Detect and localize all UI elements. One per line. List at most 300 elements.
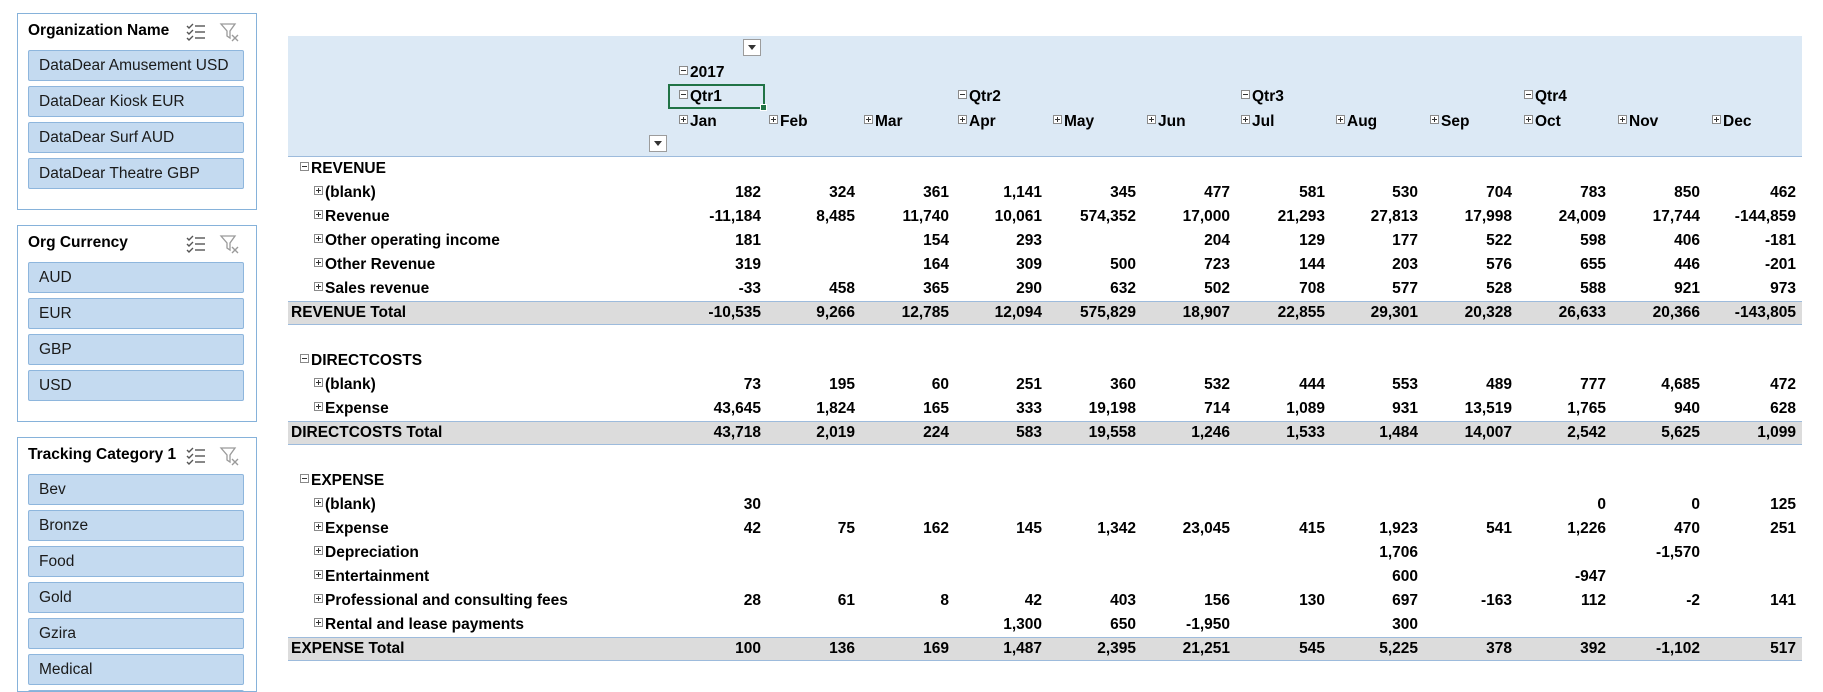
value-cell[interactable]: 541 (1486, 520, 1512, 537)
expand-icon[interactable] (314, 594, 323, 603)
value-cell[interactable]: 361 (923, 184, 949, 201)
expand-icon[interactable] (314, 186, 323, 195)
value-cell[interactable]: 43,645 (713, 400, 761, 417)
value-cell[interactable]: 154 (923, 232, 949, 249)
row-label[interactable] (314, 615, 524, 635)
collapse-icon[interactable] (300, 474, 309, 483)
value-cell[interactable]: 203 (1392, 256, 1418, 273)
value-cell[interactable]: 0 (1597, 496, 1606, 513)
total-value-cell[interactable]: 22,855 (1277, 304, 1325, 321)
slicer-item[interactable]: Bev (28, 474, 244, 505)
slicer-item[interactable]: GBP (28, 334, 244, 365)
value-cell[interactable]: 19,198 (1088, 400, 1136, 417)
value-cell[interactable]: 129 (1299, 232, 1325, 249)
total-value-cell[interactable]: 392 (1580, 640, 1606, 657)
value-cell[interactable]: 403 (1110, 592, 1136, 609)
total-value-cell[interactable]: 136 (829, 640, 855, 657)
value-cell[interactable]: 576 (1486, 256, 1512, 273)
value-cell[interactable]: 195 (829, 376, 855, 393)
value-cell[interactable]: 500 (1110, 256, 1136, 273)
row-label-text: Expense (325, 520, 389, 537)
month-header[interactable] (1712, 113, 1751, 131)
value-cell[interactable]: 42 (743, 520, 761, 537)
collapse-icon[interactable] (300, 354, 309, 363)
value-cell[interactable]: 1,089 (1286, 400, 1325, 417)
value-cell[interactable]: 1,923 (1379, 520, 1418, 537)
value-cell[interactable]: 1,141 (1003, 184, 1042, 201)
collapse-icon[interactable] (958, 90, 967, 99)
value-cell[interactable]: 489 (1486, 376, 1512, 393)
value-cell[interactable]: 309 (1016, 256, 1042, 273)
expand-icon[interactable] (679, 115, 688, 124)
row-label[interactable] (314, 567, 429, 587)
multi-select-icon[interactable] (185, 21, 207, 43)
total-value-cell[interactable]: 29,301 (1370, 304, 1418, 321)
expand-icon[interactable] (314, 522, 323, 531)
slicer-tracking-category-1 (17, 437, 257, 692)
month-label: Feb (780, 113, 808, 130)
slicer-item[interactable]: Food (28, 546, 244, 577)
month-label: Nov (1629, 113, 1659, 130)
section-header-row (288, 469, 1802, 493)
slicer-item[interactable]: Gzira (28, 618, 244, 649)
expand-icon[interactable] (769, 115, 778, 124)
slicer-item[interactable]: Medical (28, 654, 244, 685)
slicer-organization-name (17, 13, 257, 210)
total-value-cell[interactable]: 1,533 (1286, 424, 1325, 441)
table-row (288, 205, 1802, 229)
value-cell[interactable]: 145 (1016, 520, 1042, 537)
value-cell[interactable]: 141 (1770, 592, 1796, 609)
value-cell[interactable]: 17,744 (1652, 208, 1700, 225)
quarter-label: Qtr4 (1535, 88, 1567, 105)
month-header[interactable] (1336, 113, 1377, 131)
slicer-item[interactable]: DataDear Amusement USD (28, 50, 244, 81)
value-cell[interactable]: 365 (923, 280, 949, 297)
value-cell[interactable]: 293 (1016, 232, 1042, 249)
expand-icon[interactable] (314, 378, 323, 387)
value-cell[interactable]: 182 (735, 184, 761, 201)
section-label[interactable] (300, 471, 384, 491)
value-cell[interactable]: -33 (738, 280, 761, 297)
quarter-label: Qtr2 (969, 88, 1001, 105)
value-cell[interactable]: 655 (1580, 256, 1606, 273)
value-cell[interactable]: 324 (829, 184, 855, 201)
collapse-icon[interactable] (300, 162, 309, 171)
value-cell[interactable]: 28 (743, 592, 761, 609)
total-value-cell[interactable]: 20,366 (1652, 304, 1700, 321)
value-cell[interactable]: 628 (1770, 400, 1796, 417)
total-value-cell[interactable]: 20,328 (1464, 304, 1512, 321)
row-label[interactable] (314, 399, 389, 419)
row-label-text: (blank) (325, 496, 376, 513)
value-cell[interactable]: 532 (1204, 376, 1230, 393)
row-label[interactable] (314, 519, 389, 539)
total-value-cell[interactable]: 1,484 (1379, 424, 1418, 441)
total-label[interactable]: DIRECTCOSTS Total (291, 424, 443, 441)
slicer-item[interactable]: DataDear Theatre GBP (28, 158, 244, 189)
total-value-cell[interactable]: 517 (1770, 640, 1796, 657)
month-header[interactable] (958, 113, 996, 131)
value-cell[interactable]: 27,813 (1370, 208, 1418, 225)
total-value-cell[interactable]: 575,829 (1079, 304, 1136, 321)
value-cell[interactable]: 1,342 (1097, 520, 1136, 537)
value-cell[interactable]: 462 (1770, 184, 1796, 201)
value-cell[interactable]: 1,824 (816, 400, 855, 417)
total-value-cell[interactable]: 9,266 (816, 304, 855, 321)
section-name: DIRECTCOSTS (311, 352, 423, 369)
table-row (288, 565, 1802, 589)
value-cell[interactable]: 4,685 (1661, 376, 1700, 393)
table-row (288, 589, 1802, 613)
value-cell[interactable]: 24,009 (1558, 208, 1606, 225)
slicer-item[interactable]: EUR (28, 298, 244, 329)
value-cell[interactable]: -1,570 (1656, 544, 1700, 561)
value-cell[interactable]: 130 (1299, 592, 1325, 609)
value-cell[interactable]: 632 (1110, 280, 1136, 297)
value-cell[interactable]: -1,950 (1186, 616, 1230, 633)
expand-icon[interactable] (314, 546, 323, 555)
value-cell[interactable]: 181 (735, 232, 761, 249)
value-cell[interactable]: 446 (1674, 256, 1700, 273)
total-value-cell[interactable]: 5,225 (1379, 640, 1418, 657)
total-value-cell[interactable]: -143,805 (1734, 304, 1796, 321)
total-value-cell[interactable]: 14,007 (1464, 424, 1512, 441)
value-cell[interactable]: 360 (1110, 376, 1136, 393)
slicer-item[interactable]: USD (28, 370, 244, 401)
clear-filter-icon[interactable] (219, 233, 241, 255)
row-label[interactable] (314, 207, 390, 227)
table-row (288, 277, 1802, 301)
value-cell[interactable]: 60 (931, 376, 949, 393)
total-value-cell[interactable]: 378 (1486, 640, 1512, 657)
expand-icon[interactable] (1524, 115, 1533, 124)
table-row (288, 229, 1802, 253)
slicer-item[interactable]: DataDear Kiosk EUR (28, 86, 244, 117)
value-cell[interactable]: 156 (1204, 592, 1230, 609)
total-value-cell[interactable]: 26,633 (1558, 304, 1606, 321)
value-cell[interactable]: 477 (1204, 184, 1230, 201)
year-header[interactable] (679, 64, 724, 82)
value-cell[interactable]: -947 (1574, 568, 1606, 585)
month-header[interactable] (1430, 113, 1469, 131)
value-cell[interactable]: 931 (1392, 400, 1418, 417)
row-label-text: Entertainment (325, 568, 430, 585)
value-cell[interactable]: 528 (1486, 280, 1512, 297)
row-label[interactable] (314, 543, 419, 563)
value-cell[interactable]: 11,740 (902, 208, 949, 225)
value-cell[interactable]: 600 (1392, 568, 1418, 585)
value-cell[interactable]: 251 (1770, 520, 1796, 537)
total-row (288, 301, 1802, 325)
total-label[interactable]: REVENUE Total (291, 304, 407, 321)
total-value-cell[interactable]: 1,487 (1003, 640, 1042, 657)
value-cell[interactable]: 21,293 (1277, 208, 1325, 225)
expand-icon[interactable] (1147, 115, 1156, 124)
month-label: Apr (969, 113, 996, 130)
value-cell[interactable]: 973 (1770, 280, 1796, 297)
pivot-column-header-area (288, 36, 1802, 157)
total-row (288, 421, 1802, 445)
table-row (288, 181, 1802, 205)
row-label-text: Expense (325, 400, 389, 417)
expand-icon[interactable] (314, 210, 323, 219)
row-labels-dropdown[interactable] (649, 135, 667, 152)
value-cell[interactable]: -11,184 (709, 208, 761, 225)
row-label[interactable] (314, 495, 376, 515)
value-cell[interactable]: 704 (1486, 184, 1512, 201)
value-cell[interactable]: 1,300 (1003, 616, 1042, 633)
expand-icon[interactable] (314, 402, 323, 411)
value-cell[interactable]: 650 (1110, 616, 1136, 633)
total-value-cell[interactable]: 100 (735, 640, 761, 657)
value-cell[interactable]: 125 (1770, 496, 1796, 513)
value-cell[interactable]: 73 (743, 376, 761, 393)
slicer-title: Org Currency (28, 234, 128, 251)
value-cell[interactable]: 470 (1674, 520, 1700, 537)
section-header-row (288, 349, 1802, 373)
value-cell[interactable]: 23,045 (1182, 520, 1230, 537)
collapse-icon[interactable] (679, 66, 688, 75)
value-cell[interactable]: 577 (1392, 280, 1418, 297)
table-row (288, 253, 1802, 277)
month-header[interactable] (864, 113, 903, 131)
value-cell[interactable]: 598 (1580, 232, 1606, 249)
month-label: Jan (690, 113, 717, 130)
value-cell[interactable]: 42 (1024, 592, 1042, 609)
value-cell[interactable]: 574,352 (1079, 208, 1136, 225)
total-value-cell[interactable]: 1,099 (1757, 424, 1796, 441)
value-cell[interactable]: 1,226 (1567, 520, 1606, 537)
value-cell[interactable]: 300 (1392, 616, 1418, 633)
table-row (288, 541, 1802, 565)
value-cell[interactable]: 553 (1392, 376, 1418, 393)
expand-icon[interactable] (864, 115, 873, 124)
month-label: May (1064, 113, 1095, 130)
section-label[interactable] (300, 159, 386, 179)
total-value-cell[interactable]: 224 (923, 424, 949, 441)
value-cell[interactable]: 8,485 (816, 208, 855, 225)
value-cell[interactable]: 75 (837, 520, 855, 537)
expand-icon[interactable] (1241, 115, 1250, 124)
quarter-label: Qtr1 (690, 88, 722, 105)
value-cell[interactable]: -144,859 (1734, 208, 1796, 225)
table-row (288, 517, 1802, 541)
collapse-icon[interactable] (679, 90, 688, 99)
value-cell[interactable]: 13,519 (1464, 400, 1512, 417)
clear-filter-icon[interactable] (219, 21, 241, 43)
row-label[interactable] (314, 255, 435, 275)
value-cell[interactable]: 940 (1674, 400, 1700, 417)
month-label: Aug (1347, 113, 1378, 130)
value-cell[interactable]: 502 (1204, 280, 1230, 297)
section-header-row (288, 157, 1802, 181)
total-value-cell[interactable]: -10,535 (708, 304, 761, 321)
month-header[interactable] (769, 113, 808, 131)
total-value-cell[interactable]: 1,246 (1191, 424, 1230, 441)
total-value-cell[interactable]: 2,395 (1097, 640, 1136, 657)
value-cell[interactable]: 251 (1016, 376, 1042, 393)
month-label: Dec (1723, 113, 1752, 130)
row-label-text: Depreciation (325, 544, 419, 561)
column-labels-dropdown[interactable] (743, 39, 761, 56)
value-cell[interactable]: -201 (1764, 256, 1796, 273)
row-label-text: Professional and consulting fees (325, 592, 568, 609)
value-cell[interactable]: 345 (1110, 184, 1136, 201)
value-cell[interactable]: 708 (1299, 280, 1325, 297)
total-value-cell[interactable]: 19,558 (1088, 424, 1136, 441)
value-cell[interactable]: 777 (1580, 376, 1606, 393)
value-cell[interactable]: 144 (1299, 256, 1325, 273)
slicer-item[interactable]: Bronze (28, 510, 244, 541)
value-cell[interactable]: 10,061 (994, 208, 1042, 225)
expand-icon[interactable] (314, 498, 323, 507)
slicer-title: Tracking Category 1 (28, 446, 177, 463)
quarter-label: Qtr3 (1252, 88, 1284, 105)
value-cell[interactable]: 921 (1674, 280, 1700, 297)
total-value-cell[interactable]: 2,542 (1567, 424, 1606, 441)
clear-filter-icon[interactable] (219, 445, 241, 467)
value-cell[interactable]: 723 (1204, 256, 1230, 273)
value-cell[interactable]: 61 (837, 592, 855, 609)
value-cell[interactable]: 1,706 (1379, 544, 1418, 561)
value-cell[interactable]: 714 (1204, 400, 1230, 417)
value-cell[interactable]: 162 (923, 520, 949, 537)
value-cell[interactable]: 1,765 (1567, 400, 1606, 417)
total-row (288, 637, 1802, 661)
value-cell[interactable]: 17,998 (1464, 208, 1512, 225)
row-label[interactable] (314, 591, 568, 611)
quarter-header[interactable] (958, 88, 1001, 106)
total-value-cell[interactable]: 12,785 (901, 304, 949, 321)
total-value-cell[interactable]: 583 (1016, 424, 1042, 441)
expand-icon[interactable] (314, 258, 323, 267)
total-value-cell[interactable]: 18,907 (1182, 304, 1230, 321)
total-value-cell[interactable]: 21,251 (1182, 640, 1230, 657)
value-cell[interactable]: 290 (1016, 280, 1042, 297)
month-header[interactable] (1524, 113, 1561, 131)
expand-icon[interactable] (314, 282, 323, 291)
total-value-cell[interactable]: -1,102 (1656, 640, 1700, 657)
expand-icon[interactable] (314, 618, 323, 627)
value-cell[interactable]: 177 (1392, 232, 1418, 249)
value-cell[interactable]: 697 (1392, 592, 1418, 609)
value-cell[interactable]: 204 (1204, 232, 1230, 249)
slicer-item[interactable]: AUD (28, 262, 244, 293)
row-label-text: Other Revenue (325, 256, 436, 273)
slicer-item[interactable]: DataDear Surf AUD (28, 122, 244, 153)
row-label-text: Sales revenue (325, 280, 430, 297)
value-cell[interactable]: 458 (829, 280, 855, 297)
value-cell[interactable]: -2 (1686, 592, 1700, 609)
value-cell[interactable]: 165 (923, 400, 949, 417)
table-row (288, 613, 1802, 637)
row-label-text: Rental and lease payments (325, 616, 524, 633)
value-cell[interactable]: 17,000 (1182, 208, 1230, 225)
month-header[interactable] (1618, 113, 1658, 131)
expand-icon[interactable] (314, 570, 323, 579)
value-cell[interactable]: 415 (1299, 520, 1325, 537)
quarter-header[interactable] (679, 88, 722, 106)
value-cell[interactable]: 112 (1580, 592, 1606, 609)
expand-icon[interactable] (1053, 115, 1062, 124)
slicer-org-currency (17, 225, 257, 422)
slicer-header (18, 14, 256, 50)
row-label[interactable] (314, 231, 500, 251)
row-label-text: Other operating income (325, 232, 500, 249)
row-label-text: (blank) (325, 376, 376, 393)
slicer-header (18, 438, 256, 474)
month-header[interactable] (1241, 113, 1274, 131)
value-cell[interactable]: 783 (1580, 184, 1606, 201)
row-label[interactable] (314, 375, 376, 395)
table-row (288, 397, 1802, 421)
value-cell[interactable]: 472 (1770, 376, 1796, 393)
slicer-item[interactable]: Gold (28, 582, 244, 613)
value-cell[interactable]: 319 (735, 256, 761, 273)
expand-icon[interactable] (1712, 115, 1721, 124)
row-label[interactable] (314, 279, 429, 299)
section-label[interactable] (300, 351, 422, 371)
month-header[interactable] (679, 113, 717, 131)
value-cell[interactable]: 333 (1016, 400, 1042, 417)
month-header[interactable] (1147, 113, 1186, 131)
value-cell[interactable]: 581 (1299, 184, 1325, 201)
total-value-cell[interactable]: 43,718 (713, 424, 761, 441)
value-cell[interactable]: 30 (743, 496, 761, 513)
value-cell[interactable]: 522 (1486, 232, 1512, 249)
multi-select-icon[interactable] (185, 233, 207, 255)
value-cell[interactable]: 8 (940, 592, 949, 609)
quarter-header[interactable] (1241, 88, 1284, 106)
expand-icon[interactable] (314, 234, 323, 243)
row-label[interactable] (314, 183, 376, 203)
expand-icon[interactable] (1430, 115, 1439, 124)
total-value-cell[interactable]: 545 (1299, 640, 1325, 657)
multi-select-icon[interactable] (185, 445, 207, 467)
row-label-text: (blank) (325, 184, 376, 201)
value-cell[interactable]: -181 (1764, 232, 1796, 249)
section-name: EXPENSE (311, 472, 385, 489)
collapse-icon[interactable] (1524, 90, 1533, 99)
expand-icon[interactable] (958, 115, 967, 124)
quarter-header[interactable] (1524, 88, 1567, 106)
expand-icon[interactable] (1618, 115, 1627, 124)
value-cell[interactable]: 164 (923, 256, 949, 273)
total-value-cell[interactable]: 2,019 (816, 424, 855, 441)
row-label-text: Revenue (325, 208, 390, 225)
total-value-cell[interactable]: 169 (923, 640, 949, 657)
value-cell[interactable]: 588 (1580, 280, 1606, 297)
total-label[interactable]: EXPENSE Total (291, 640, 405, 657)
month-label: Oct (1535, 113, 1561, 130)
total-value-cell[interactable]: 5,625 (1661, 424, 1700, 441)
total-value-cell[interactable]: 12,094 (994, 304, 1042, 321)
value-cell[interactable]: -163 (1480, 592, 1512, 609)
value-cell[interactable]: 0 (1691, 496, 1700, 513)
table-row (288, 373, 1802, 397)
expand-icon[interactable] (1336, 115, 1345, 124)
month-header[interactable] (1053, 113, 1094, 131)
section-name: REVENUE (311, 160, 386, 177)
collapse-icon[interactable] (1241, 90, 1250, 99)
value-cell[interactable]: 530 (1392, 184, 1418, 201)
value-cell[interactable]: 406 (1674, 232, 1700, 249)
month-label: Sep (1441, 113, 1470, 130)
value-cell[interactable]: 850 (1674, 184, 1700, 201)
value-cell[interactable]: 444 (1299, 376, 1325, 393)
month-label: Jun (1158, 113, 1186, 130)
